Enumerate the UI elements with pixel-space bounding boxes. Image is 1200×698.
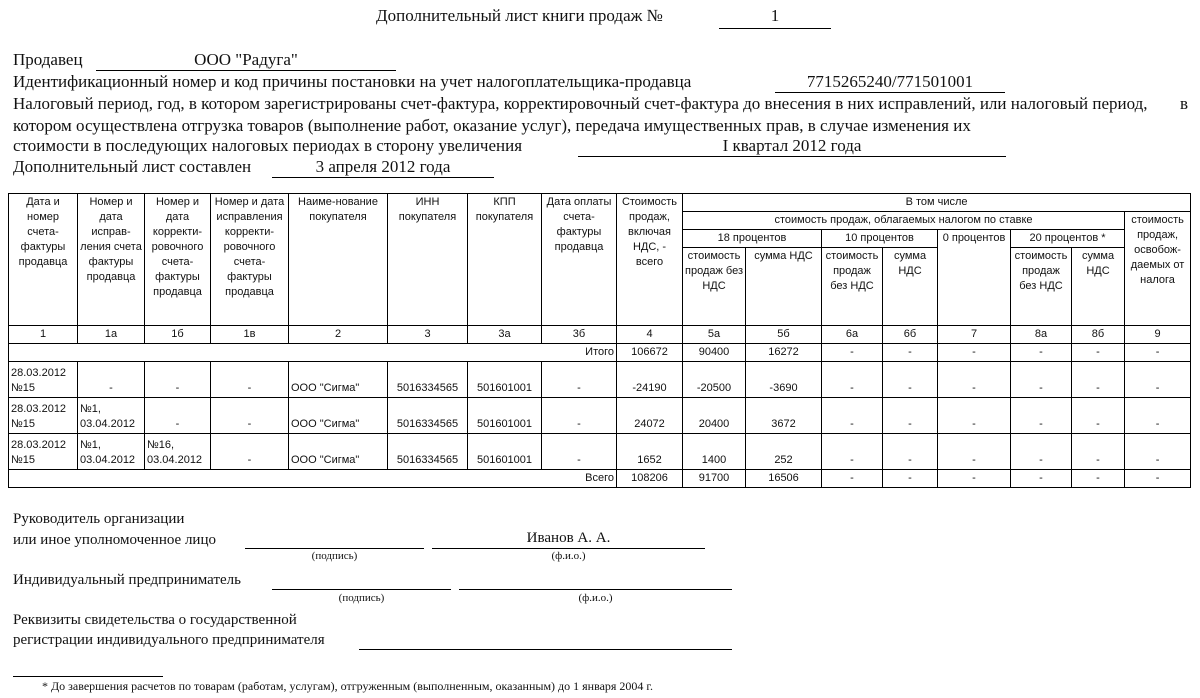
cell-kpp: 501601001 [468, 434, 542, 470]
head-signature-line[interactable] [245, 531, 424, 549]
table-row [9, 434, 1191, 470]
cell-6a: - [822, 398, 883, 434]
cell-5b: -3690 [746, 362, 822, 398]
cell-correction: №1, 03.04.2012 [78, 434, 145, 470]
period-value: I квартал 2012 года [722, 136, 862, 155]
vsego-cell: - [938, 470, 1011, 488]
period-line1: Налоговый период, год, в котором зарегистрированы счет-фактура, корректировочный счет-фактура до внесения в них исправлений, или налоговый период, [13, 94, 1148, 113]
cell-payment-date: - [542, 434, 617, 470]
req-label-line2: регистрации индивидуального предпринимателя [13, 632, 325, 648]
colnum: 6а [822, 326, 883, 344]
header-taxed: стоимость продаж, облагаемых налогом по ставке [683, 212, 1125, 230]
cell-buyer: ООО "Сигма" [289, 398, 388, 434]
vsego-row [9, 470, 1191, 488]
itogo-cell: 16272 [746, 344, 822, 362]
cell-8b: - [1072, 362, 1125, 398]
ip-signature-line[interactable] [272, 572, 451, 590]
cell-7: - [938, 362, 1011, 398]
header-col-9: стоимость продаж, освобож-даемых от налога [1125, 212, 1191, 326]
cell-kpp: 501601001 [468, 362, 542, 398]
header-including: В том числе [683, 194, 1191, 212]
header-col-2: Наиме-нование покупателя [289, 194, 388, 326]
itogo-cell: 106672 [617, 344, 683, 362]
cell-invoice: 28.03.2012 №15 [9, 362, 78, 398]
sales-book-table [8, 193, 1191, 488]
itogo-cell: - [938, 344, 1011, 362]
header-rate-0: 0 процентов [938, 230, 1011, 326]
header-col-1b: Номер и дата корректи-ровочного счета-фактуры продавца [145, 194, 211, 326]
colnum: 1 [9, 326, 78, 344]
colnum: 1б [145, 326, 211, 344]
cell-payment-date: - [542, 362, 617, 398]
header-col-1: Дата и номер счета-фактуры продавца [9, 194, 78, 326]
column-number-row [9, 326, 1191, 344]
req-line[interactable] [359, 632, 732, 650]
period-line1-end: в [1180, 94, 1189, 113]
table-row [9, 398, 1191, 434]
head-label-line1: Руководитель организации [13, 511, 185, 527]
itogo-cell: - [883, 344, 938, 362]
colnum: 1в [211, 326, 289, 344]
header-col-1c: Номер и дата исправления корректи-ровочного счета-фактуры продавца [211, 194, 289, 326]
cell-6a: - [822, 362, 883, 398]
colnum: 2 [289, 326, 388, 344]
vsego-cell: - [883, 470, 938, 488]
cell-6b: - [883, 398, 938, 434]
itogo-row [9, 344, 1191, 362]
cell-inn: 5016334565 [388, 362, 468, 398]
header-col-1a: Номер и дата исправ-ления счета фактуры продавца [78, 194, 145, 326]
cell-6b: - [883, 434, 938, 470]
cell-adjustment: - [145, 398, 211, 434]
vsego-cell: 91700 [683, 470, 746, 488]
cell-buyer: ООО "Сигма" [289, 362, 388, 398]
cell-inn: 5016334565 [388, 398, 468, 434]
cell-adjustment-fix: - [211, 362, 289, 398]
header-col-5b: сумма НДС [746, 248, 822, 326]
cell-correction: - [78, 362, 145, 398]
cell-6a: - [822, 434, 883, 470]
header-col-4: Стоимость продаж, включая НДС, - всего [617, 194, 683, 326]
vsego-cell: - [1072, 470, 1125, 488]
itogo-cell: - [1072, 344, 1125, 362]
colnum: 8а [1011, 326, 1072, 344]
itogo-cell: - [1125, 344, 1191, 362]
colnum: 8б [1072, 326, 1125, 344]
sheet-number: 1 [770, 6, 780, 25]
seller-name: ООО "Радуга" [194, 50, 298, 69]
itogo-cell: - [1011, 344, 1072, 362]
cell-total: 24072 [617, 398, 683, 434]
colnum: 3б [542, 326, 617, 344]
cell-buyer: ООО "Сигма" [289, 434, 388, 470]
cell-adjustment-fix: - [211, 434, 289, 470]
itogo-cell: 90400 [683, 344, 746, 362]
colnum: 7 [938, 326, 1011, 344]
req-label-line1: Реквизиты свидетельства о государственной [13, 612, 297, 628]
period-line3: стоимости в последующих налоговых периодах в сторону увеличения [13, 136, 523, 155]
cell-5b: 3672 [746, 398, 822, 434]
cell-9: - [1125, 434, 1191, 470]
cell-5a: 1400 [683, 434, 746, 470]
cell-invoice: 28.03.2012 №15 [9, 434, 78, 470]
colnum: 6б [883, 326, 938, 344]
header-col-3a: КПП покупателя [468, 194, 542, 326]
footnote-separator [13, 661, 163, 677]
cell-5a: 20400 [683, 398, 746, 434]
cell-8a: - [1011, 362, 1072, 398]
cell-correction: №1, 03.04.2012 [78, 398, 145, 434]
head-sign-caption: (подпись) [311, 550, 358, 562]
colnum: 5б [746, 326, 822, 344]
vsego-cell: - [1011, 470, 1072, 488]
ip-label: Индивидуальный предприниматель [13, 572, 241, 588]
cell-adjustment: - [145, 362, 211, 398]
cell-8a: - [1011, 434, 1072, 470]
vsego-cell: 16506 [746, 470, 822, 488]
cell-5b: 252 [746, 434, 822, 470]
cell-9: - [1125, 398, 1191, 434]
header-rate-20: 20 процентов * [1011, 230, 1125, 248]
colnum: 4 [617, 326, 683, 344]
header-rate-18: 18 процентов [683, 230, 822, 248]
cell-6b: - [883, 362, 938, 398]
itogo-cell: - [822, 344, 883, 362]
head-fio-caption: (ф.и.о.) [551, 550, 586, 562]
cell-adjustment-fix: - [211, 398, 289, 434]
colnum: 5а [683, 326, 746, 344]
cell-5a: -20500 [683, 362, 746, 398]
ip-sign-caption: (подпись) [338, 592, 385, 604]
table-row [9, 362, 1191, 398]
cell-adjustment: №16, 03.04.2012 [145, 434, 211, 470]
cell-payment-date: - [542, 398, 617, 434]
vsego-cell: - [1125, 470, 1191, 488]
inn-value: 7715265240/771501001 [806, 72, 974, 91]
header-rate-10: 10 процентов [822, 230, 938, 248]
head-label-line2: или иное уполномоченное лицо [13, 532, 216, 548]
cell-invoice: 28.03.2012 №15 [9, 398, 78, 434]
colnum: 3 [388, 326, 468, 344]
colnum: 1а [78, 326, 145, 344]
footnote: * До завершения расчетов по товарам (работам, услугам), отгруженным (выполненным, оказанным) до 1 января 2004 г. [42, 679, 654, 693]
period-line2: котором осуществлена отгрузка товаров (выполнение работ, оказание услуг), передача имущественных прав, в случае изменения их [13, 116, 971, 135]
itogo-label: Итого [9, 344, 617, 362]
header-col-6b: сумма НДС [883, 248, 938, 326]
cell-7: - [938, 398, 1011, 434]
cell-kpp: 501601001 [468, 398, 542, 434]
vsego-cell: 108206 [617, 470, 683, 488]
vsego-cell: - [822, 470, 883, 488]
header-col-3b: Дата оплаты счета-фактуры продавца [542, 194, 617, 326]
cell-8a: - [1011, 398, 1072, 434]
cell-7: - [938, 434, 1011, 470]
cell-total: -24190 [617, 362, 683, 398]
vsego-label: Всего [9, 470, 617, 488]
cell-total: 1652 [617, 434, 683, 470]
header-col-3: ИНН покупателя [388, 194, 468, 326]
colnum: 3а [468, 326, 542, 344]
cell-8b: - [1072, 398, 1125, 434]
head-name: Иванов А. А. [526, 530, 611, 546]
inn-label: Идентификационный номер и код причины постановки на учет налогоплательщика-продавца [13, 72, 692, 91]
header-col-8b: сумма НДС [1072, 248, 1125, 326]
cell-inn: 5016334565 [388, 434, 468, 470]
cell-8b: - [1072, 434, 1125, 470]
seller-label: Продавец [13, 50, 83, 69]
cell-9: - [1125, 362, 1191, 398]
header-col-8a: стоимость продаж без НДС [1011, 248, 1072, 326]
ip-name-line[interactable] [459, 572, 732, 590]
header-col-5a: стоимость продаж без НДС [683, 248, 746, 326]
colnum: 9 [1125, 326, 1191, 344]
page-title: Дополнительный лист книги продаж № [376, 6, 663, 25]
ip-fio-caption: (ф.и.о.) [578, 592, 613, 604]
header-col-6a: стоимость продаж без НДС [822, 248, 883, 326]
compiled-label: Дополнительный лист составлен [13, 157, 252, 176]
compiled-value: 3 апреля 2012 года [315, 157, 451, 176]
